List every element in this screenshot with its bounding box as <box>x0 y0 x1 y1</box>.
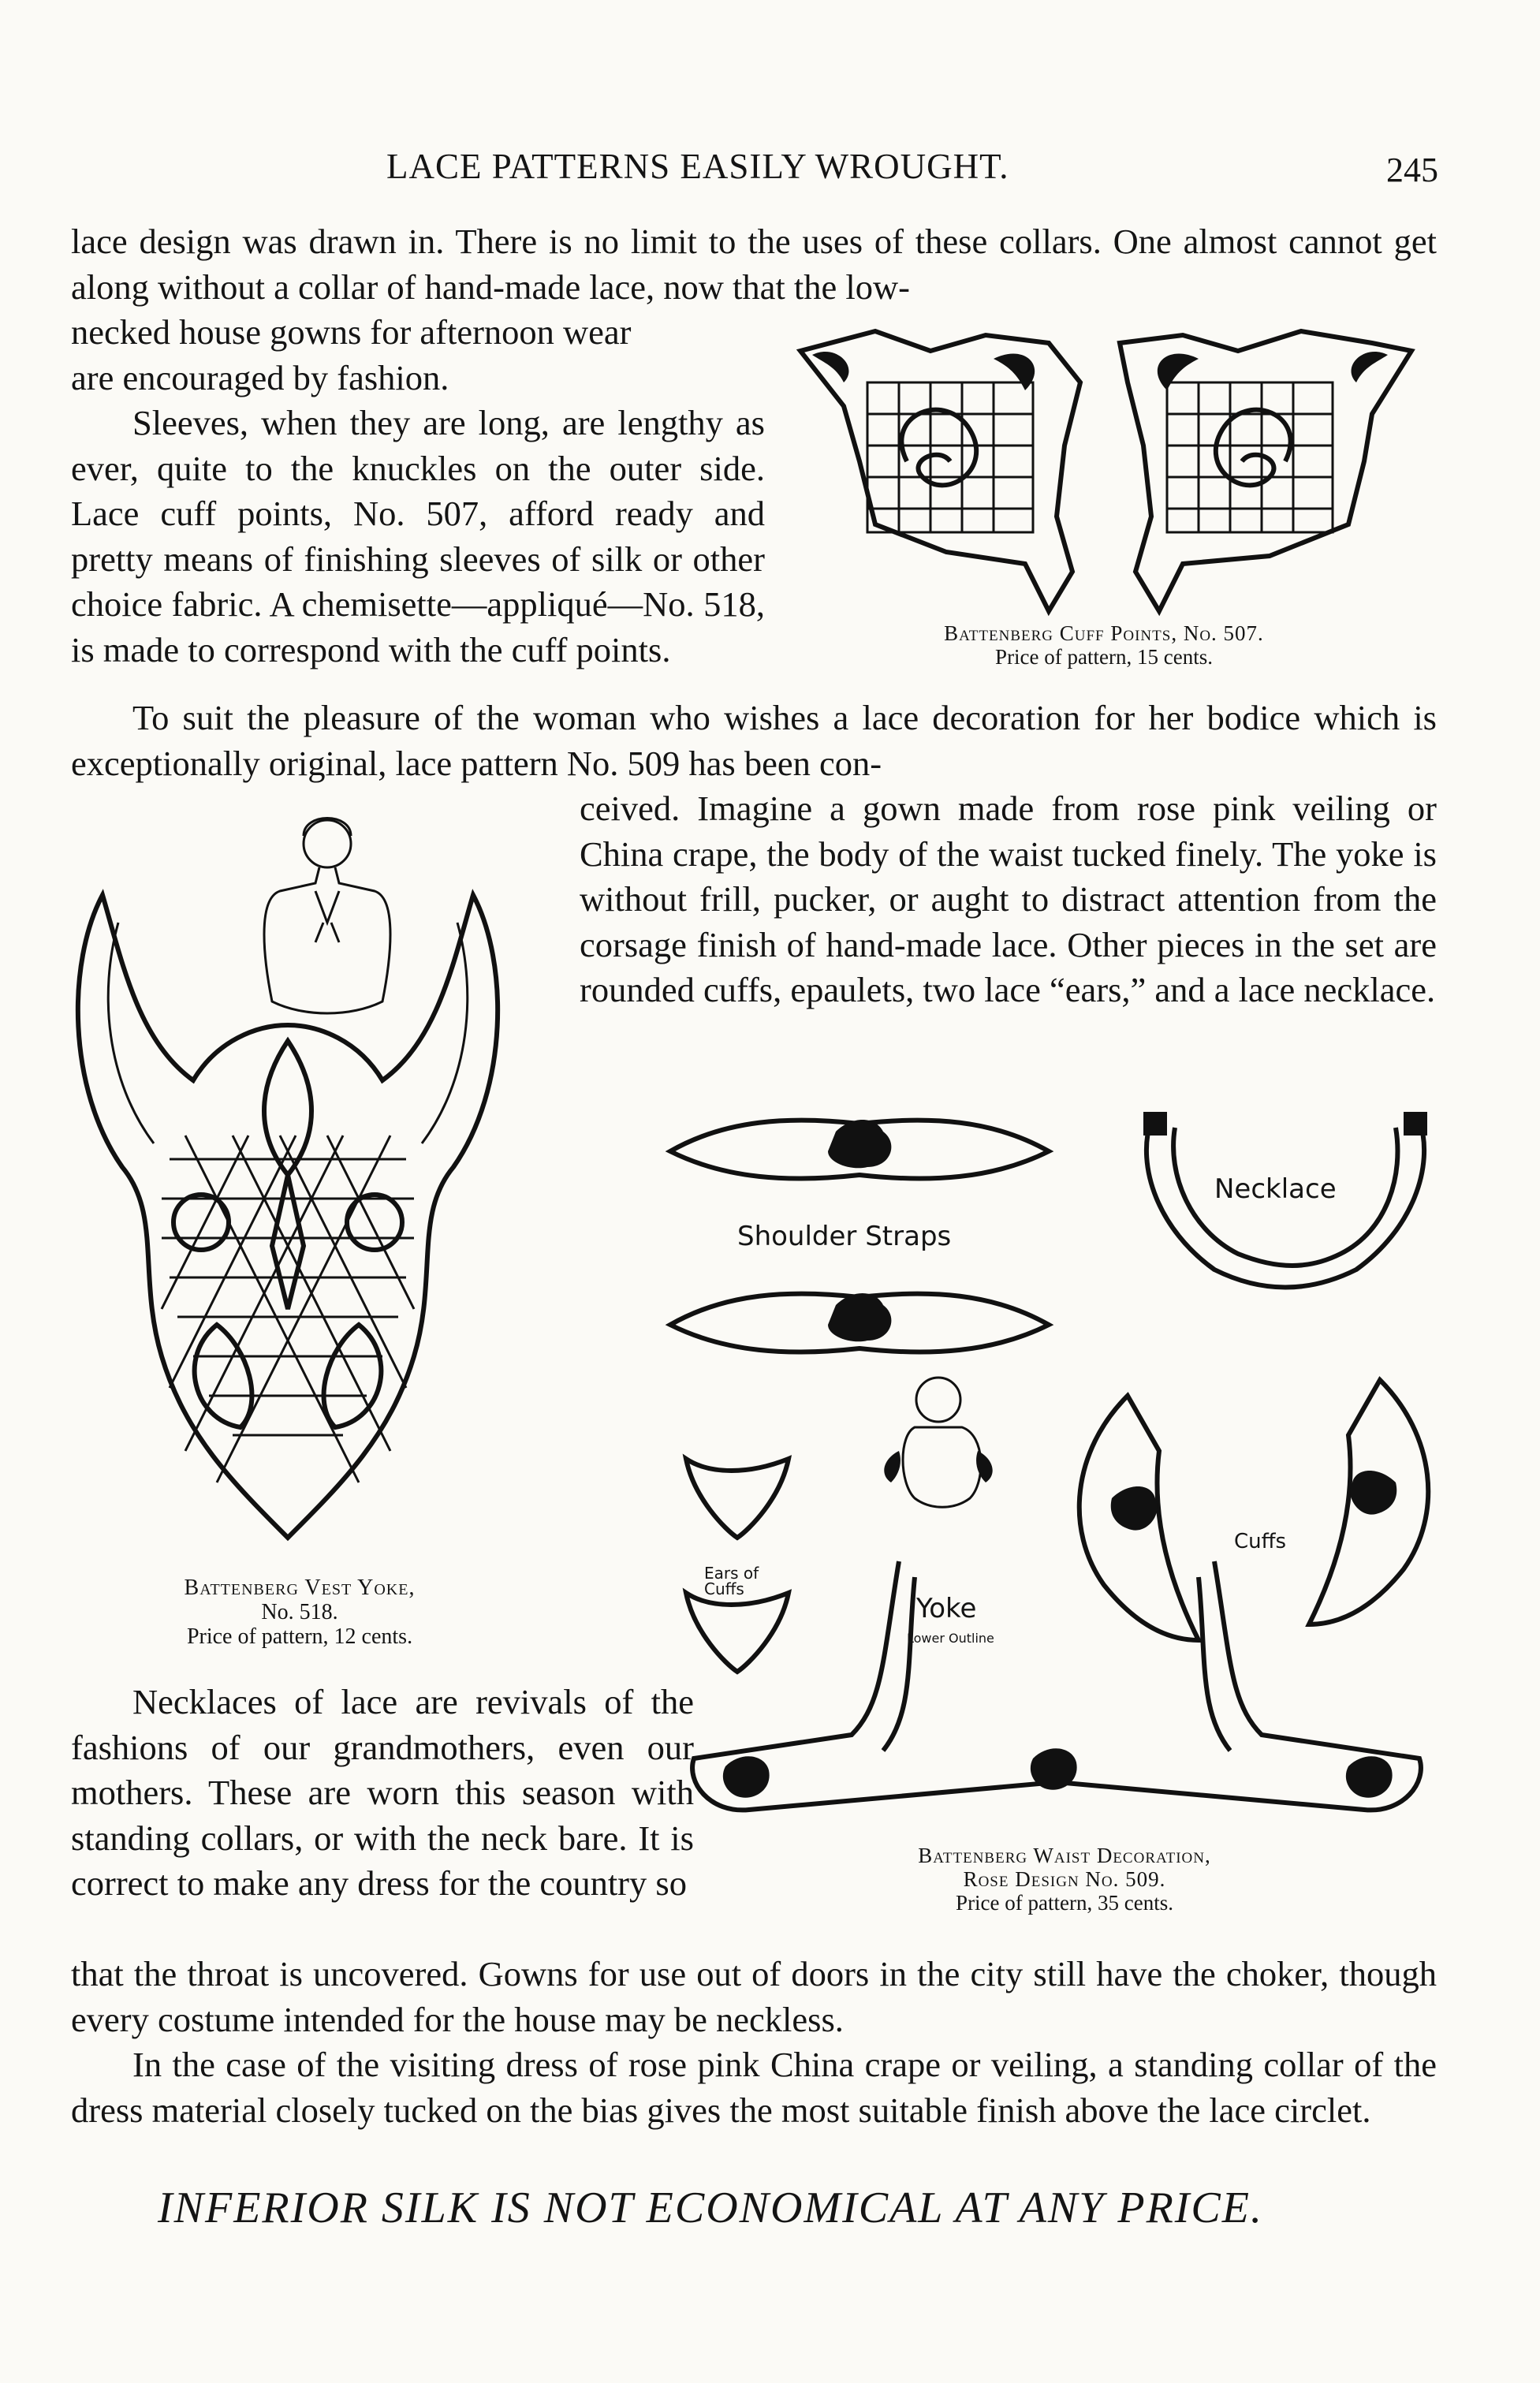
paragraph-1-line4: are encouraged by fashion. <box>71 358 449 397</box>
paragraph-5: In the case of the visiting dress of rose pink China crape or veiling, a standing collar of the dress material closely tucked on the bias gives the most suitable finish above the lace circlet. <box>71 2045 1437 2130</box>
label-shoulder-straps: Shoulder Straps <box>737 1221 952 1252</box>
vest-caption-number: No. 518. <box>261 1600 338 1624</box>
cuff-points-illustration <box>789 319 1419 619</box>
woman-bust-sketch <box>264 819 390 1014</box>
paragraph-4-full: that the throat is uncovered. Gowns for use out of doors in the city still have the choker, though every costume intended for the house may be neckless. <box>71 1954 1437 2039</box>
cuffs-lace <box>1079 1380 1429 1640</box>
waist-decoration-illustration <box>662 1104 1451 1829</box>
paragraph-3-full: To suit the pleasure of the woman who wishes a lace decoration for her bodice which is exceptionally original, lace pattern No. 509 has been con- <box>71 698 1437 783</box>
cuff-point-right <box>1120 331 1411 611</box>
paragraph-3-rest: ceived. Imagine a gown made from rose pink veiling or China crape, the body of the waist tucked finely. The yoke is without frill, pucker, or aught to distract attention from the corsage finish of hand-made lace. Other pieces in the set are rounded cuffs, epaulets, two lace “ears,” and a lace necklace. <box>580 789 1437 1009</box>
vest-yoke-lace <box>78 895 498 1538</box>
yoke-lace <box>692 1561 1421 1810</box>
woman-figure-sketch <box>884 1378 992 1507</box>
vest-yoke-illustration <box>43 804 580 1553</box>
waist-caption-price: Price of pattern, 35 cents. <box>956 1891 1173 1915</box>
paragraph-2: Sleeves, when they are long, are lengthy as ever, quite to the knuckles on the outer side. Lace cuff points, No. 507, afford ready and pretty means of finishing sleeves of silk or other choice fabric. A chemisette—appliqué—No. 518, is made to correspond with the cuff points. <box>71 403 765 669</box>
paragraph-4-narrow: Necklaces of lace are revivals of the fashions of our grandmothers, even our mothers. These are worn this season with standing collars, or with the neck bare. It is correct to make any dress for the country so <box>71 1682 694 1903</box>
paragraph-1-line3: necked house gowns for afternoon wear <box>71 312 632 352</box>
label-necklace: Necklace <box>1214 1173 1337 1205</box>
label-ears-of-cuffs: Ears of Cuffs <box>704 1564 759 1598</box>
running-head: LACE PATTERNS EASILY WROUGHT. <box>386 147 1009 186</box>
vest-caption-price: Price of pattern, 12 cents. <box>186 1624 413 1649</box>
shoulder-strap-top <box>670 1120 1049 1179</box>
waist-caption-design: Rose Design No. 509. <box>963 1867 1166 1891</box>
waist-caption-title: Battenberg Waist Decoration, <box>918 1844 1211 1867</box>
label-cuffs: Cuffs <box>1234 1530 1287 1553</box>
cuff-caption-title: Battenberg Cuff Points, No. 507. <box>944 621 1264 645</box>
paragraph-1-full: lace design was drawn in. There is no limit to the uses of these collars. One almost cannot get along without a collar of hand-made lace, now that the low- <box>71 222 1437 307</box>
page-number: 245 <box>1386 151 1438 189</box>
vest-caption-title: Battenberg Vest Yoke, <box>184 1576 416 1600</box>
label-yoke: Yoke <box>916 1593 977 1624</box>
cuff-point-left <box>800 331 1080 611</box>
cuff-caption-price: Price of pattern, 15 cents. <box>995 645 1213 669</box>
footer-slogan: INFERIOR SILK IS NOT ECONOMICAL AT ANY PRICE. <box>158 2183 1263 2232</box>
shoulder-strap-bottom <box>670 1293 1049 1352</box>
label-yoke-lower-outline: Lower Outline <box>907 1631 994 1646</box>
